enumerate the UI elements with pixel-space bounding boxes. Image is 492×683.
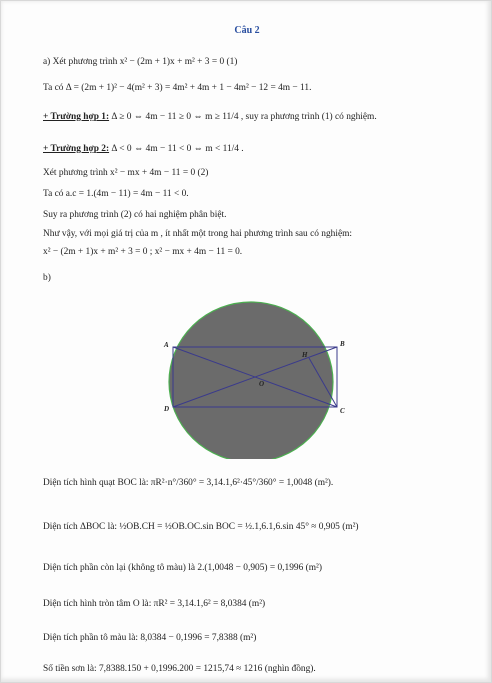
case1-text: Δ ≥ 0 ⇔ 4m − 11 ≥ 0 ⇔ m ≥ 11/4 , suy ra phương trình (1) có nghiệm.: [109, 112, 377, 122]
line-a3: Xét phương trình x² − mx + 4m − 11 = 0 (2): [43, 168, 209, 178]
label-D: D: [164, 405, 170, 413]
line-b6: Số tiền sơn là: 7,8388.150 + 0,1996.200 = 1215,74 ≈ 1216 (nghìn đồng).: [43, 664, 316, 674]
line-b1: Diện tích hình quạt BOC là: πR²·n°/360° = 3,14.1,6²·45°/360° = 1,0048 (m²).: [43, 478, 334, 488]
line-case1: [43, 111, 377, 123]
line-a1: a) Xét phương trình x² − (2m + 1)x + m² + 3 = 0 (1): [43, 57, 238, 67]
line-case2: [43, 143, 244, 155]
label-O: O: [259, 380, 265, 388]
line-a5: Suy ra phương trình (2) có hai nghiệm phân biệt.: [43, 210, 227, 220]
line-b: b): [43, 273, 51, 283]
line-b4: Diện tích hình tròn tâm O là: πR² = 3,14.1,6² = 8,0384 (m²): [43, 599, 266, 609]
question-title: Câu 2: [234, 25, 260, 36]
line-b5: Diện tích phần tô màu là: 8,0384 − 0,1996 = 7,8388 (m²): [43, 633, 257, 643]
line-a2: Ta có Δ = (2m + 1)² − 4(m² + 3) = 4m² + 4m + 1 − 4m² − 12 = 4m − 11.: [43, 83, 312, 93]
line-a6: Như vậy, với mọi giá trị của m , ít nhất một trong hai phương trình sau có nghiệm:: [43, 229, 353, 239]
line-b3: Diện tích phần còn lại (không tô màu) là 2.(1,0048 − 0,905) = 0,1996 (m²): [43, 563, 322, 573]
case2-label: + Trường hợp 2:: [43, 144, 110, 154]
geometry-figure: [151, 297, 351, 459]
label-H: H: [302, 351, 308, 359]
case1-label: + Trường hợp 1:: [43, 112, 110, 122]
case2-text: Δ < 0 ⇔ 4m − 11 < 0 ⇔ m < 11/4 .: [109, 144, 244, 154]
line-a7: x² − (2m + 1)x + m² + 3 = 0 ; x² − mx + 4m − 11 = 0.: [43, 247, 243, 257]
label-C: C: [340, 407, 345, 415]
label-B: B: [340, 340, 345, 348]
line-b2: Diện tích ΔBOC là: ½OB.CH = ½OB.OC.sin BOC = ½.1,6.1,6.sin 45° ≈ 0,905 (m²): [43, 522, 359, 532]
label-A: A: [164, 341, 169, 349]
line-a4: Ta có a.c = 1.(4m − 11) = 4m − 11 < 0.: [43, 189, 189, 199]
